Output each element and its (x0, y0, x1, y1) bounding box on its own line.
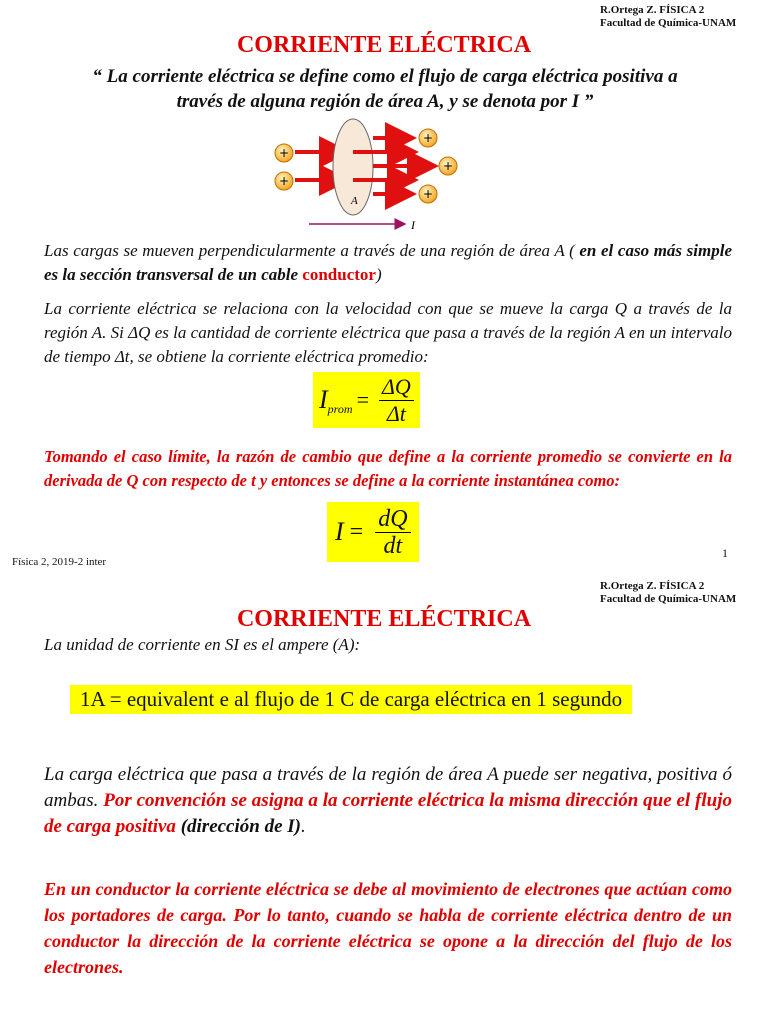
slide2-para1-red: Por convención se asigna a la corriente eléctrica la misma dirección que el flujo de carga positiva (44, 790, 732, 837)
positive-charge (275, 172, 293, 190)
formula2-fraction (375, 506, 410, 559)
slide1-header (600, 4, 760, 30)
formula1-sub: prom (327, 401, 353, 416)
formula1-num: ΔQ (379, 374, 414, 401)
svg-text:+: + (442, 159, 454, 173)
para1-bold: en el caso más simple es la sección transversal de un cable (44, 241, 732, 284)
header-author: R.Ortega Z. FÍSICA 2 (600, 580, 705, 592)
slide1-para-3: Tomando el caso límite, la razón de cambio que define a la corriente promedio se convierte en la derivada de Q con respecto de t y entonces se define a la corriente instantánea como: (44, 447, 732, 490)
para1-end: ) (375, 265, 382, 284)
svg-text:+: + (422, 131, 434, 145)
formula2-lhs: I (335, 517, 344, 546)
formula2-eq: = (349, 518, 364, 545)
slide2-para1-end: . (301, 816, 306, 837)
formula1-lhs: I (319, 385, 328, 414)
current-label: I (411, 218, 415, 232)
formula2-num: dQ (375, 506, 410, 533)
header-faculty: Facultad de Química-UNAM (600, 593, 737, 605)
definition-quote (40, 64, 730, 114)
para1-red: conductor (302, 265, 376, 284)
header-author: R.Ortega Z. FÍSICA 2 (600, 4, 705, 16)
svg-text:+: + (278, 146, 290, 160)
slide2-title: CORRIENTE ELÉCTRICA (236, 606, 532, 632)
quote-line-1: “ La corriente eléctrica se define como el flujo de carga eléctrica positiva a (92, 66, 678, 87)
slide2-para1-bold: (dirección de I) (180, 816, 301, 837)
positive-charge (419, 129, 437, 147)
slide2-para1-text: La carga eléctrica que pasa a través de la región de área A puede ser negativa, positiva ó ambas. (44, 764, 732, 811)
quote-line-2: través de alguna región de área A, y se denota por I ” (176, 91, 594, 112)
page-number: 1 (722, 546, 728, 560)
positive-charge (275, 144, 293, 162)
formula1-fraction (379, 374, 414, 427)
svg-text:+: + (422, 187, 434, 201)
header-faculty: Facultad de Química-UNAM (600, 17, 737, 29)
positive-charge (439, 157, 457, 175)
svg-text:+: + (278, 174, 290, 188)
average-current-formula (313, 372, 420, 428)
slide2-para-2: En un conductor la corriente eléctrica se debe al movimiento de electrones que actúan como los portadores de carga. Por lo tanto, cuando se habla de corriente eléctrica dentro de un conductor la dirección de la corriente eléctrica se opone a la dirección del flujo de los electrones. (44, 879, 732, 977)
slide2-para-1 (44, 762, 732, 840)
instantaneous-current-formula (327, 502, 419, 562)
footer-course: Física 2, 2019-2 inter (12, 556, 107, 568)
formula1-eq: = (356, 387, 369, 412)
ampere-definition: 1A = equivalent e al flujo de 1 C de carga eléctrica en 1 segundo (70, 685, 632, 714)
formula1-den: Δt (386, 400, 406, 426)
slide2-header (600, 580, 760, 606)
area-label: A (351, 195, 358, 207)
formula2-den: dt (383, 532, 403, 559)
slide1-para-1 (44, 239, 732, 287)
slide1-para-2: La corriente eléctrica se relaciona con la velocidad con que se mueve la carga Q a través de la región A. Si ΔQ es la cantidad de corriente eléctrica que pasa a través de la región A en un intervalo de tiempo Δt, se obtiene la corriente eléctrica promedio: (44, 299, 732, 366)
current-flow-diagram (265, 112, 465, 234)
slide2-intro: La unidad de corriente en SI es el ampere (A): (44, 635, 361, 654)
slide1-title: CORRIENTE ELÉCTRICA (236, 32, 532, 58)
positive-charge (419, 185, 437, 203)
para1-text: Las cargas se mueven perpendicularmente a través de una región de área A ( (44, 241, 580, 260)
